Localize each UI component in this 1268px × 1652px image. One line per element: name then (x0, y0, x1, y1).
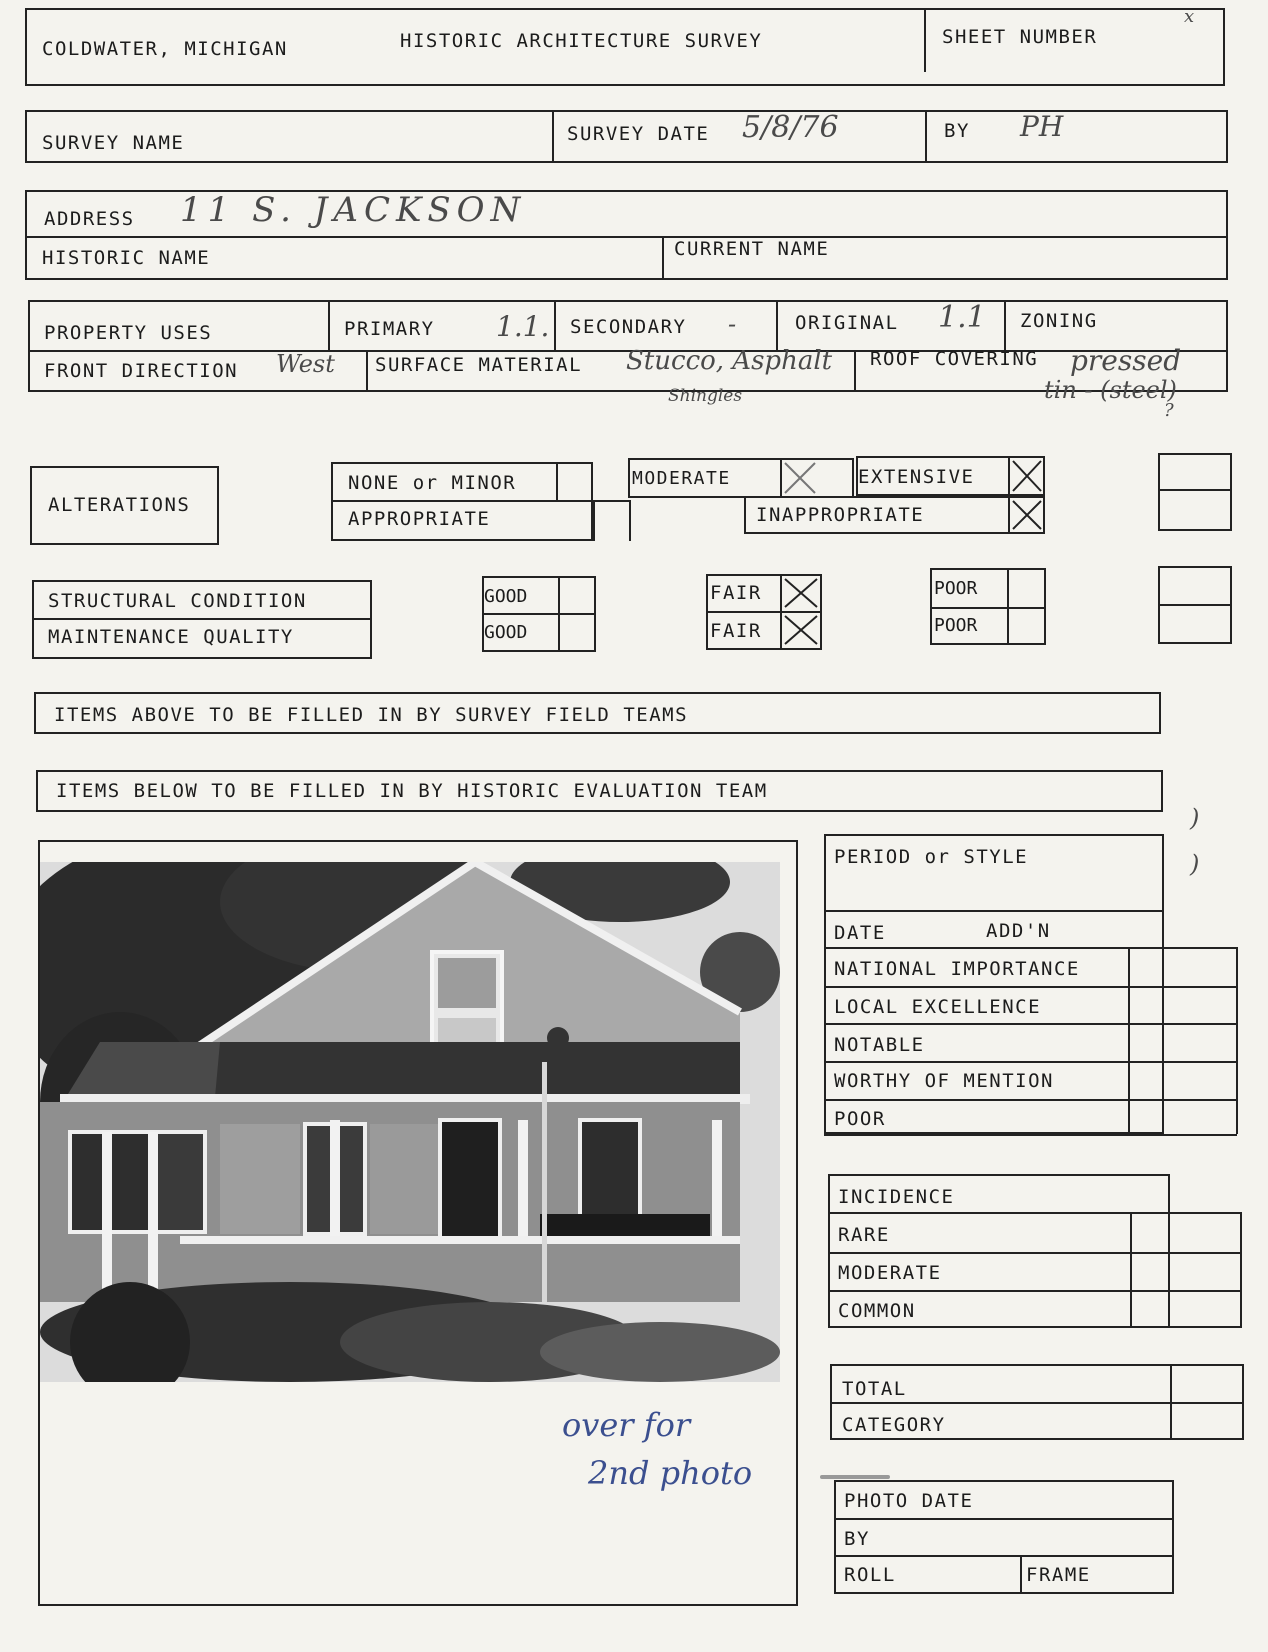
eval-hline-3 (824, 986, 1237, 988)
good-checkbox-line (558, 576, 560, 652)
address-value: 11 S. JACKSON (180, 190, 527, 230)
structural-good-label: GOOD (484, 586, 528, 607)
zoning-label: ZONING (1020, 310, 1098, 332)
property-div-3 (776, 300, 778, 350)
front-direction-value: West (276, 350, 335, 378)
historic-name-label: HISTORIC NAME (42, 247, 211, 269)
alterations-score-box (1158, 453, 1232, 531)
front-direction-label: FRONT DIRECTION (44, 360, 239, 382)
condition-hline (32, 618, 372, 620)
rare-label: RARE (838, 1224, 890, 1246)
address-label: ADDRESS (44, 208, 135, 230)
maintenance-fair-checkmark (782, 613, 820, 647)
property-div-1 (328, 300, 330, 350)
original-value: 1.1 (938, 300, 986, 335)
period-style-label: PERIOD or STYLE (834, 846, 1029, 868)
header-location: COLDWATER, MICHIGAN (42, 38, 288, 60)
original-label: ORIGINAL (795, 312, 899, 334)
poor-checkbox-line (1007, 568, 1009, 645)
photo-info-hline-1 (834, 1518, 1174, 1520)
category-label: CATEGORY (842, 1414, 946, 1436)
eval-hline-1 (824, 910, 1164, 912)
survey-name-label: SURVEY NAME (42, 132, 185, 154)
inc-hline-1 (828, 1212, 1242, 1214)
primary-value: 1.1. (496, 310, 550, 343)
current-name-label: CURRENT NAME (674, 238, 830, 260)
alterations-score-hline (1158, 489, 1232, 491)
maintenance-quality-label: MAINTENANCE QUALITY (48, 626, 294, 648)
appropriate-end-line (629, 500, 631, 541)
none-minor-hline (331, 500, 629, 502)
staple-mark (820, 1475, 890, 1479)
property-div-5 (366, 350, 368, 392)
property-div-2 (554, 300, 556, 350)
property-uses-label: PROPERTY USES (44, 322, 213, 344)
none-minor-checkbox-line (556, 462, 558, 500)
photo-note-line2: 2nd photo (588, 1454, 753, 1492)
local-excellence-label: LOCAL EXCELLENCE (834, 996, 1042, 1018)
extensive-checkmark (1010, 458, 1044, 494)
totals-hline (830, 1402, 1244, 1404)
condition-score-hline (1158, 604, 1232, 606)
structural-fair-checkmark (782, 576, 820, 610)
roll-label: ROLL (844, 1564, 896, 1586)
survey-date-label: SURVEY DATE (567, 123, 710, 145)
property-div-4 (1004, 300, 1006, 350)
incidence-moderate-label: MODERATE (838, 1262, 942, 1284)
moderate-checkmark (782, 460, 818, 496)
none-minor-label: NONE or MINOR (348, 472, 517, 494)
national-importance-label: NATIONAL IMPORTANCE (834, 958, 1080, 980)
banner-below-text: ITEMS BELOW TO BE FILLED IN BY HISTORIC EVALUATION TEAM (56, 780, 768, 802)
roof-covering-note: ? (1164, 400, 1174, 421)
eval-hline-4 (824, 1023, 1237, 1025)
margin-mark-1: ) (1190, 804, 1200, 832)
sheet-number-label: SHEET NUMBER (942, 26, 1098, 48)
survey-divider-2 (925, 110, 927, 163)
secondary-label: SECONDARY (570, 316, 687, 338)
survey-by-value: PH (1020, 110, 1064, 143)
photo-note-line1: over for (562, 1406, 691, 1444)
inc-hline-4 (828, 1326, 1242, 1328)
photo-info-hline-2 (834, 1555, 1174, 1557)
structural-condition-label: STRUCTURAL CONDITION (48, 590, 307, 612)
maintenance-poor-label: POOR (934, 615, 978, 636)
moderate-label: MODERATE (632, 468, 731, 489)
worthy-of-mention-label: WORTHY OF MENTION (834, 1070, 1054, 1092)
structural-fair-label: FAIR (710, 582, 762, 604)
total-label: TOTAL (842, 1378, 907, 1400)
inappropriate-checkmark (1010, 498, 1044, 532)
good-hline (482, 613, 596, 615)
banner-above-text: ITEMS ABOVE TO BE FILLED IN BY SURVEY FIELD TEAMS (54, 704, 689, 726)
date-label: DATE (834, 922, 886, 944)
alterations-label: ALTERATIONS (48, 494, 191, 516)
eval-hline-7 (824, 1134, 1237, 1136)
roof-covering-value: pressed (1070, 344, 1182, 377)
photo-by-label: BY (844, 1528, 870, 1550)
maintenance-fair-label: FAIR (710, 620, 762, 642)
inc-score-line (1130, 1212, 1132, 1328)
structural-poor-label: POOR (934, 578, 978, 599)
survey-by-label: BY (944, 120, 970, 142)
surface-material-label: SURFACE MATERIAL (375, 354, 583, 376)
eval-hline-2 (824, 947, 1237, 949)
poor-hline (930, 607, 1046, 609)
corner-mark: x (1184, 6, 1195, 27)
inc-hline-2 (828, 1252, 1242, 1254)
eval-poor-label: POOR (834, 1108, 886, 1130)
eval-hline-5 (824, 1061, 1237, 1063)
notable-label: NOTABLE (834, 1034, 925, 1056)
appropriate-label: APPROPRIATE (348, 508, 491, 530)
eval-score-line (1128, 947, 1130, 1134)
house-photo (40, 862, 780, 1382)
frame-label: FRAME (1026, 1564, 1091, 1586)
maintenance-good-label: GOOD (484, 622, 528, 643)
survey-date-value: 5/8/76 (742, 110, 839, 145)
identity-divider (662, 236, 664, 280)
appropriate-checkbox-line (593, 500, 595, 541)
header-title: HISTORIC ARCHITECTURE SURVEY (400, 30, 763, 52)
photo-date-label: PHOTO DATE (844, 1490, 974, 1512)
inappropriate-label: INAPPROPRIATE (756, 504, 925, 526)
roof-covering-value-2: tin - (steel) (1044, 376, 1177, 404)
surface-material-value-2: Shingles (668, 386, 743, 406)
addn-label: ADD'N (986, 920, 1051, 942)
photo-info-divider (1020, 1555, 1022, 1594)
surface-material-value: Stucco, Asphalt (626, 346, 833, 376)
common-label: COMMON (838, 1300, 916, 1322)
roof-covering-label: ROOF COVERING (870, 348, 1039, 370)
identity-hline (25, 236, 1228, 238)
extensive-label: EXTENSIVE (858, 466, 975, 488)
incidence-label: INCIDENCE (838, 1186, 955, 1208)
property-div-6 (854, 350, 856, 392)
primary-label: PRIMARY (344, 318, 435, 340)
margin-mark-2: ) (1190, 850, 1200, 878)
survey-divider-1 (552, 110, 554, 163)
secondary-value: - (728, 310, 737, 338)
eval-score-outer (1236, 947, 1238, 1134)
inc-hline-3 (828, 1290, 1242, 1292)
eval-hline-6 (824, 1099, 1237, 1101)
inc-score-outer (1240, 1212, 1242, 1328)
header-divider (924, 8, 926, 72)
totals-score-line (1170, 1364, 1172, 1440)
